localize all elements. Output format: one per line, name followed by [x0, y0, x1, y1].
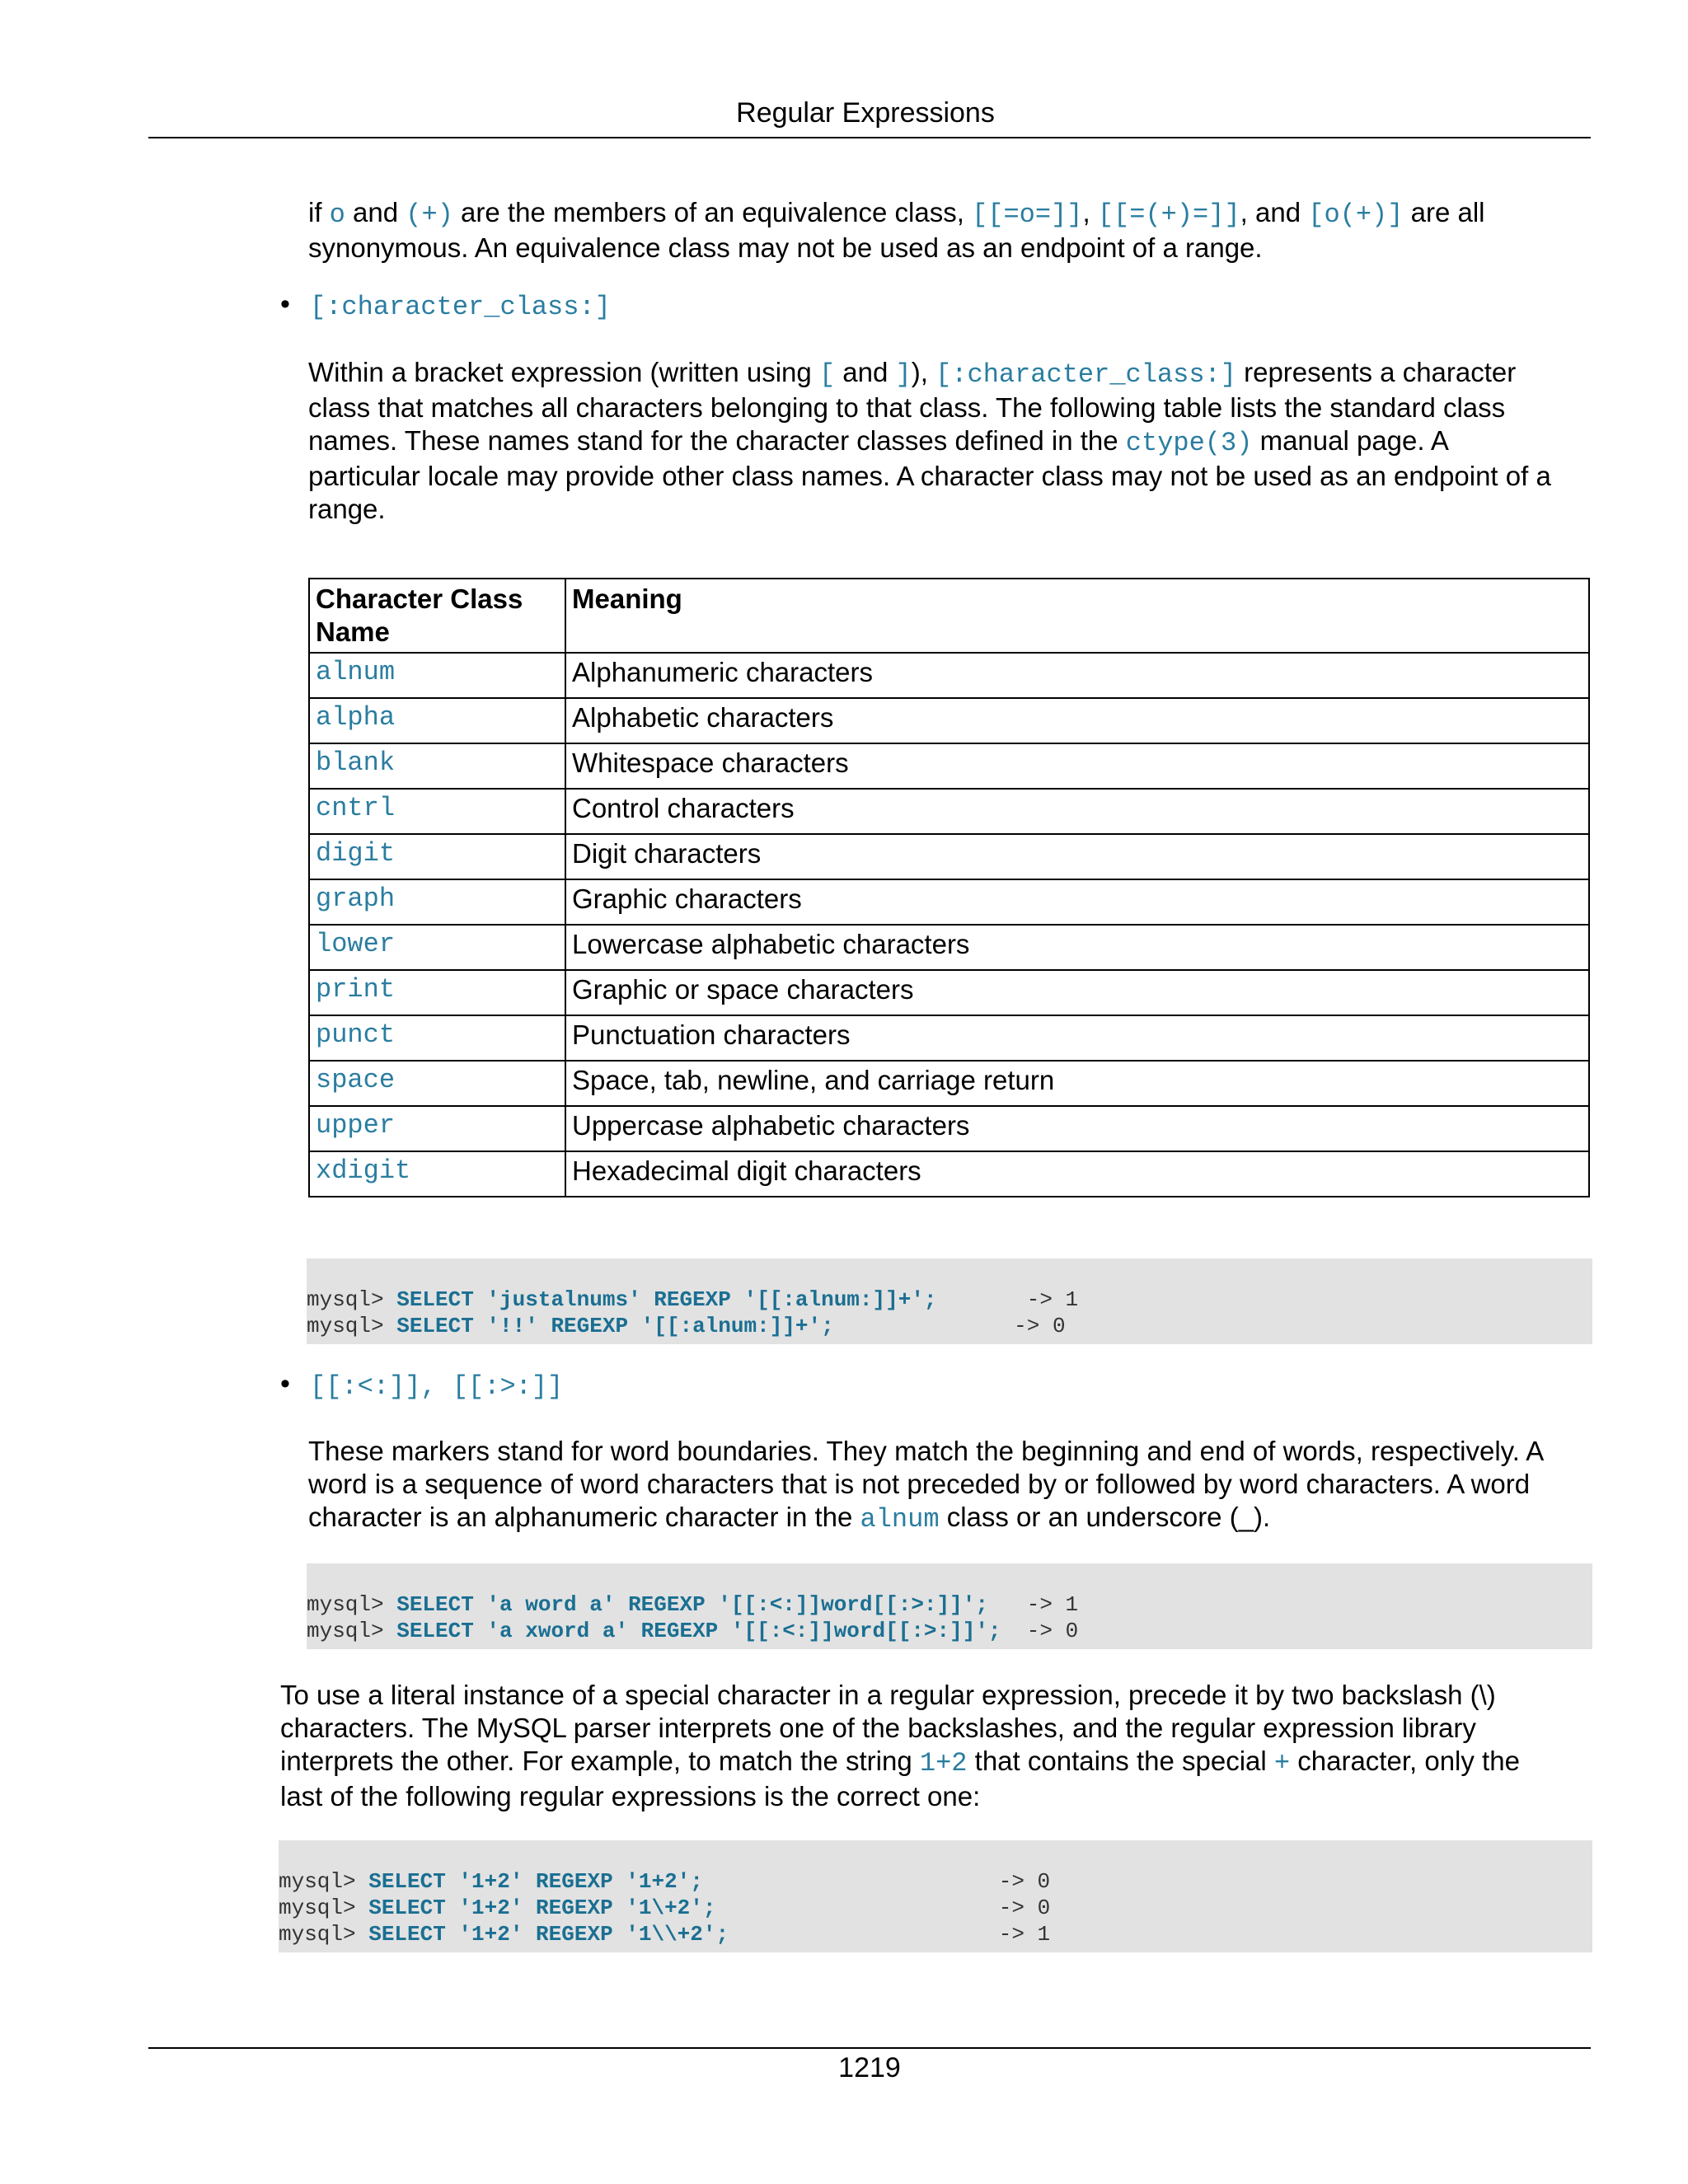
bullet-character-class: •	[280, 288, 290, 320]
class-name-cell: alpha	[309, 698, 565, 743]
character-class-table	[308, 578, 1590, 1197]
character-class-paragraph	[308, 356, 1551, 526]
lit-line-3	[280, 1745, 1520, 1780]
column-header-meaning: Meaning	[565, 579, 1589, 653]
code-ctype: ctype(3)	[1125, 428, 1253, 458]
result: -> 1	[998, 1922, 1051, 1947]
column-header-name: Character Class Name	[309, 579, 565, 653]
table-row	[309, 1015, 1589, 1061]
cc-line-2: class that matches all characters belonging to that class. The following table lists the standard class	[308, 392, 1506, 423]
class-name-cell: blank	[309, 743, 565, 789]
meaning-cell: Whitespace characters	[565, 743, 1589, 789]
code-equiv-plus: [[=(+)=]]	[1097, 199, 1240, 230]
sql-command: SELECT 'a word a' REGEXP '[[:<:]]word[[:>:]]';	[396, 1592, 988, 1617]
table-row	[309, 925, 1589, 970]
text: manual page. A	[1252, 425, 1449, 456]
prompt: mysql>	[307, 1592, 397, 1617]
meaning-cell: Lowercase alphabetic characters	[565, 925, 1589, 970]
code-line	[279, 1868, 1592, 1895]
meaning-cell: Digit characters	[565, 834, 1589, 879]
meaning-cell: Graphic characters	[565, 879, 1589, 925]
meaning-cell: Control characters	[565, 789, 1589, 834]
text: class or an underscore (_).	[939, 1502, 1271, 1532]
text: are the members of an equivalence class,	[452, 197, 973, 227]
meaning-cell: Hexadecimal digit characters	[565, 1151, 1589, 1197]
result: -> 0	[998, 1869, 1051, 1894]
result: -> 0	[1014, 1314, 1066, 1338]
sql-command: SELECT '!!' REGEXP '[[:alnum:]]+';	[396, 1314, 834, 1338]
class-name-cell: lower	[309, 925, 565, 970]
text: represents a character	[1236, 357, 1517, 387]
result: -> 1	[1026, 1287, 1079, 1312]
code-block-alnum	[307, 1258, 1592, 1344]
sql-command: SELECT 'justalnums' REGEXP '[[:alnum:]]+';	[396, 1287, 937, 1312]
code-o: o	[329, 199, 345, 230]
header-rule	[148, 137, 1591, 138]
class-name-cell: space	[309, 1061, 565, 1106]
table-row	[309, 1061, 1589, 1106]
lit-line-2: characters. The MySQL parser interprets one of the backslashes, and the regular expression library	[280, 1713, 1476, 1743]
code-1-plus-2: 1+2	[919, 1748, 968, 1779]
padding	[729, 1922, 999, 1947]
padding	[988, 1592, 1027, 1617]
text: that contains the special	[967, 1746, 1274, 1776]
text: interprets the other. For example, to match the string	[280, 1746, 920, 1776]
equivalence-line-2: synonymous. An equivalence class may not be used as an endpoint of a range.	[308, 232, 1263, 263]
table-row	[309, 970, 1589, 1015]
meaning-cell: Punctuation characters	[565, 1015, 1589, 1061]
equivalence-paragraph	[308, 196, 1485, 265]
lit-line-4: last of the following regular expressions is the correct one:	[280, 1781, 981, 1811]
code-open-bracket: [	[818, 359, 836, 390]
prompt: mysql>	[279, 1896, 369, 1920]
result: -> 0	[1026, 1619, 1079, 1643]
page-number: 1219	[838, 2052, 901, 2083]
padding	[703, 1869, 999, 1894]
bullet-word-boundary: •	[280, 1368, 290, 1399]
result: -> 1	[1026, 1592, 1079, 1617]
table-row	[309, 743, 1589, 789]
equivalence-line-1	[308, 196, 1485, 232]
class-name-cell: upper	[309, 1106, 565, 1151]
code-character-class: [:character_class:]	[935, 359, 1236, 390]
text: if	[308, 197, 330, 227]
code-plus-group: (+)	[406, 199, 453, 230]
code-o-plus: [o(+)]	[1308, 199, 1404, 230]
class-name-cell: alnum	[309, 653, 565, 698]
code-equiv-o: [[=o=]]	[972, 199, 1083, 230]
text: character is an alphanumeric character in the	[308, 1502, 860, 1532]
padding	[1001, 1619, 1027, 1643]
text: character, only the	[1290, 1746, 1520, 1776]
class-name-cell: digit	[309, 834, 565, 879]
code-line	[307, 1591, 1592, 1618]
cc-line-4: particular locale may provide other class names. A character class may not be used as an endpoint of a	[308, 461, 1551, 491]
sql-command: SELECT '1+2' REGEXP '1\\+2';	[368, 1922, 729, 1947]
meaning-cell: Uppercase alphabetic characters	[565, 1106, 1589, 1151]
padding	[716, 1896, 999, 1920]
table-row	[309, 789, 1589, 834]
text: are all	[1403, 197, 1485, 227]
meaning-cell: Alphanumeric characters	[565, 653, 1589, 698]
result: -> 0	[998, 1896, 1051, 1920]
code-close-bracket: ]	[895, 359, 912, 390]
wb-line-2: word is a sequence of word characters that is not preceded by or followed by word characters. A word	[308, 1469, 1531, 1499]
class-name-cell: print	[309, 970, 565, 1015]
text: ),	[911, 357, 936, 387]
padding	[834, 1314, 1014, 1338]
code-line	[307, 1618, 1592, 1644]
prompt: mysql>	[307, 1287, 397, 1312]
cc-line-3	[308, 424, 1551, 460]
code-plus: +	[1273, 1748, 1291, 1779]
code-block-word-boundary	[307, 1563, 1592, 1649]
text: and	[345, 197, 406, 227]
table-header-row	[309, 579, 1589, 653]
cc-line-1	[308, 356, 1551, 391]
prompt: mysql>	[279, 1869, 369, 1894]
table-row	[309, 879, 1589, 925]
code-line	[279, 1895, 1592, 1921]
word-boundary-paragraph	[308, 1435, 1544, 1536]
table-row	[309, 1106, 1589, 1151]
code-alnum: alnum	[860, 1504, 940, 1535]
prompt: mysql>	[307, 1314, 397, 1338]
code-line	[307, 1286, 1592, 1313]
code-line	[279, 1921, 1592, 1947]
class-name-cell: cntrl	[309, 789, 565, 834]
text: names. These names stand for the character classes defined in the	[308, 425, 1126, 456]
table-row	[309, 698, 1589, 743]
padding	[937, 1287, 1027, 1312]
wb-line-1: These markers stand for word boundaries. They match the beginning and end of words, respectively. A	[308, 1436, 1545, 1466]
sql-command: SELECT 'a xword a' REGEXP '[[:<:]]word[[:>:]]';	[396, 1619, 1001, 1643]
text: Within a bracket expression (written using	[308, 357, 819, 387]
sql-command: SELECT '1+2' REGEXP '1+2';	[368, 1869, 703, 1894]
footer-rule	[148, 2047, 1591, 2049]
table-row	[309, 653, 1589, 698]
class-name-cell: punct	[309, 1015, 565, 1061]
lit-line-1: To use a literal instance of a special character in a regular expression, precede it by two backslash (\)	[280, 1680, 1496, 1710]
prompt: mysql>	[279, 1922, 369, 1947]
table-row	[309, 1151, 1589, 1197]
table-row	[309, 834, 1589, 879]
word-boundary-heading: [[:<:]], [[:>:]]	[310, 1371, 564, 1402]
wb-line-3	[308, 1501, 1544, 1536]
text: ,	[1082, 197, 1098, 227]
character-class-heading: [:character_class:]	[310, 292, 611, 322]
class-name-cell: graph	[309, 879, 565, 925]
prompt: mysql>	[307, 1619, 397, 1643]
meaning-cell: Graphic or space characters	[565, 970, 1589, 1015]
class-name-cell: xdigit	[309, 1151, 565, 1197]
cc-line-5: range.	[308, 494, 386, 524]
meaning-cell: Alphabetic characters	[565, 698, 1589, 743]
page-title: Regular Expressions	[736, 97, 995, 129]
text: , and	[1240, 197, 1309, 227]
text: and	[835, 357, 896, 387]
code-block-backslash	[279, 1840, 1592, 1952]
meaning-cell: Space, tab, newline, and carriage return	[565, 1061, 1589, 1106]
literal-paragraph	[280, 1679, 1520, 1813]
sql-command: SELECT '1+2' REGEXP '1\+2';	[368, 1896, 716, 1920]
code-line	[307, 1313, 1592, 1339]
